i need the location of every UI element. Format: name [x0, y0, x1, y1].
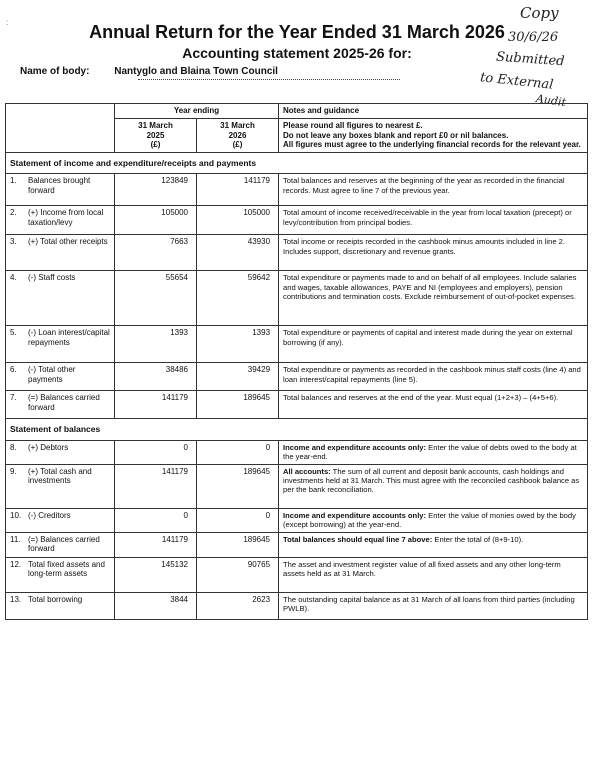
- table-row: [6, 592, 588, 619]
- note-emphasis: Income and expenditure accounts only:: [283, 442, 427, 452]
- line-number: 13.: [10, 594, 22, 604]
- line-description: (=) Balances carried forward: [28, 393, 100, 413]
- value-2026: 141179: [197, 174, 279, 206]
- value-2026: 1393: [197, 326, 279, 363]
- note-text: The asset and investment register value of all fixed assets and any other long-term assets held as at 31 March.: [283, 559, 561, 578]
- line-number: 3.: [10, 237, 17, 247]
- handwritten-date: 30/6/26: [508, 30, 559, 45]
- value-2025: 141179: [115, 391, 197, 419]
- col-2025-header: 31 March 2025 (£): [115, 118, 197, 152]
- line-label: [6, 391, 115, 419]
- line-label: [6, 235, 115, 271]
- table-row: [6, 174, 588, 206]
- line-description: (+) Debtors: [28, 442, 69, 452]
- table-row: [6, 508, 588, 532]
- note-emphasis: All accounts:: [283, 466, 331, 476]
- line-notes: [279, 363, 588, 391]
- line-label: [6, 174, 115, 206]
- line-description: (-) Total other payments: [28, 365, 76, 385]
- line-notes: [279, 592, 588, 619]
- line-number: 2.: [10, 208, 17, 218]
- year-ending-label: Year ending: [115, 104, 279, 119]
- line-number: 6.: [10, 365, 17, 375]
- guidance-notes: Please round all figures to nearest £. Do not leave any boxes blank and report £0 or nil balances. All figures must agree to the underlying financial records for the relevant year.: [279, 118, 588, 152]
- note-text: Total amount of income received/receivable in the year from local taxation (precept) or levy/contribution from principal bodies.: [283, 208, 572, 227]
- note-text: Total expenditure or payments of capital and interest made during the year on external borrowing (if any).: [283, 328, 573, 347]
- line-number: 7.: [10, 393, 17, 403]
- note-text: Total expenditure or payments made to and on behalf of all employees. Include salaries and wages, taxable allowances, PAYE and NI (employees and employers), pension contributions and termination costs. Exclude reimbursement of out-of-pocket expenses.: [283, 273, 577, 301]
- line-number: 1.: [10, 176, 17, 186]
- line-label: [6, 440, 115, 464]
- line-number: 8.: [10, 442, 17, 452]
- income-rows: [6, 174, 588, 419]
- value-2025: 105000: [115, 206, 197, 235]
- line-number: 12.: [10, 559, 22, 569]
- value-2026: 39429: [197, 363, 279, 391]
- table-row: [6, 363, 588, 391]
- col-2026-header: 31 March 2026 (£): [197, 118, 279, 152]
- line-label: [6, 592, 115, 619]
- line-label: [6, 326, 115, 363]
- section-balances: Statement of balances: [6, 419, 588, 440]
- line-number: 4.: [10, 273, 17, 283]
- notes-header: Notes and guidance: [279, 104, 588, 119]
- table-row: [6, 391, 588, 419]
- note-text: Total income or receipts recorded in the cashbook minus amounts included in line 2. Includes support, discretionary and revenue grants.: [283, 237, 565, 256]
- table-row: [6, 271, 588, 326]
- line-notes: [279, 206, 588, 235]
- line-notes: [279, 174, 588, 206]
- value-2026: 43930: [197, 235, 279, 271]
- line-description: (+) Total other receipts: [28, 237, 108, 247]
- corner-mark: :: [6, 18, 9, 27]
- line-label: [6, 508, 115, 532]
- note-text: Total expenditure or payments as recorded in the cashbook minus staff costs (line 4) and loan interest/capital repayments (line 5).: [283, 365, 581, 384]
- table-row: [6, 206, 588, 235]
- line-description: (-) Staff costs: [28, 273, 76, 283]
- handwritten-audit: Audit: [535, 91, 567, 110]
- line-label: [6, 206, 115, 235]
- line-description: (-) Creditors: [28, 510, 71, 520]
- year-ending-header-row: [6, 104, 588, 119]
- note-emphasis: Total balances should equal line 7 above:: [283, 534, 433, 544]
- note-emphasis: Income and expenditure accounts only:: [283, 510, 427, 520]
- line-label: [6, 271, 115, 326]
- value-2025: 55654: [115, 271, 197, 326]
- table-row: [6, 557, 588, 592]
- value-2026: 105000: [197, 206, 279, 235]
- value-2025: 123849: [115, 174, 197, 206]
- value-2026: 0: [197, 440, 279, 464]
- line-number: 11.: [10, 534, 21, 544]
- page-subtitle: Accounting statement 2025-26 for:: [182, 45, 412, 61]
- value-2025: 1393: [115, 326, 197, 363]
- accounting-statement-table: [5, 103, 588, 620]
- line-description: (+) Total cash and investments: [28, 466, 92, 486]
- line-notes: [279, 440, 588, 464]
- table-row: [6, 235, 588, 271]
- line-number: 10.: [10, 510, 22, 520]
- value-2026: 59642: [197, 271, 279, 326]
- value-2025: 3844: [115, 592, 197, 619]
- body-name-underline: [138, 79, 400, 80]
- body-name-value: Nantyglo and Blaina Town Council: [114, 66, 278, 77]
- line-description: (=) Balances carried forward: [28, 534, 100, 554]
- value-2026: 189645: [197, 532, 279, 557]
- value-2025: 0: [115, 440, 197, 464]
- value-2025: 145132: [115, 557, 197, 592]
- column-header-row: [6, 118, 588, 152]
- value-2025: 141179: [115, 464, 197, 508]
- line-notes: [279, 235, 588, 271]
- handwritten-copy: Copy: [520, 4, 559, 22]
- handwritten-to-external: to External: [479, 70, 555, 93]
- body-name-row: [20, 66, 278, 77]
- line-label: [6, 532, 115, 557]
- line-label: [6, 363, 115, 391]
- table-row: [6, 464, 588, 508]
- section-income-expenditure: Statement of income and expenditure/receipts and payments: [6, 153, 588, 174]
- value-2026: 2623: [197, 592, 279, 619]
- line-notes: [279, 557, 588, 592]
- table-row: [6, 532, 588, 557]
- page-title: Annual Return for the Year Ended 31 March 2026: [89, 22, 505, 42]
- note-text: Enter the total of (8+9-10).: [432, 534, 524, 544]
- note-text: The sum of all current and deposit bank accounts, cash holdings and investments held at 31 March. This must agree with the reconciled cashbook balance as per the bank reconciliation.: [283, 466, 580, 495]
- line-number: 9.: [10, 466, 17, 476]
- note-text: The outstanding capital balance as at 31 March of all loans from third parties (including PWLB).: [283, 594, 575, 613]
- line-number: 5.: [10, 328, 17, 338]
- line-label: [6, 557, 115, 592]
- line-notes: [279, 532, 588, 557]
- line-notes: [279, 508, 588, 532]
- note-text: Total balances and reserves at the beginning of the year as recorded in the financial records. Must agree to line 7 of the previous year.: [283, 176, 565, 195]
- note-text: Enter the value of monies owed by the body (except borrowing) at the year-end.: [283, 510, 576, 529]
- value-2025: 38486: [115, 363, 197, 391]
- line-description: (+) Income from local taxation/levy: [28, 208, 104, 228]
- line-notes: [279, 271, 588, 326]
- line-notes: [279, 391, 588, 419]
- handwritten-submitted: Submitted: [495, 49, 566, 70]
- line-label: [6, 464, 115, 508]
- value-2026: 189645: [197, 464, 279, 508]
- value-2025: 0: [115, 508, 197, 532]
- line-notes: [279, 464, 588, 508]
- balance-rows: [6, 440, 588, 619]
- table-row: [6, 440, 588, 464]
- table-row: [6, 326, 588, 363]
- value-2026: 189645: [197, 391, 279, 419]
- line-description: Total fixed assets and long-term assets: [28, 559, 105, 579]
- line-description: (-) Loan interest/capital repayments: [28, 328, 110, 348]
- note-text: Total balances and reserves at the end of the year. Must equal (1+2+3) – (4+5+6).: [283, 393, 559, 403]
- note-text: Enter the value of debts owed to the body at the year-end.: [283, 442, 577, 461]
- value-2025: 141179: [115, 532, 197, 557]
- line-notes: [279, 326, 588, 363]
- body-name-label: Name of body:: [20, 66, 90, 77]
- value-2026: 0: [197, 508, 279, 532]
- value-2026: 90765: [197, 557, 279, 592]
- line-description: Total borrowing: [28, 594, 83, 604]
- value-2025: 7663: [115, 235, 197, 271]
- line-description: Balances brought forward: [28, 176, 91, 196]
